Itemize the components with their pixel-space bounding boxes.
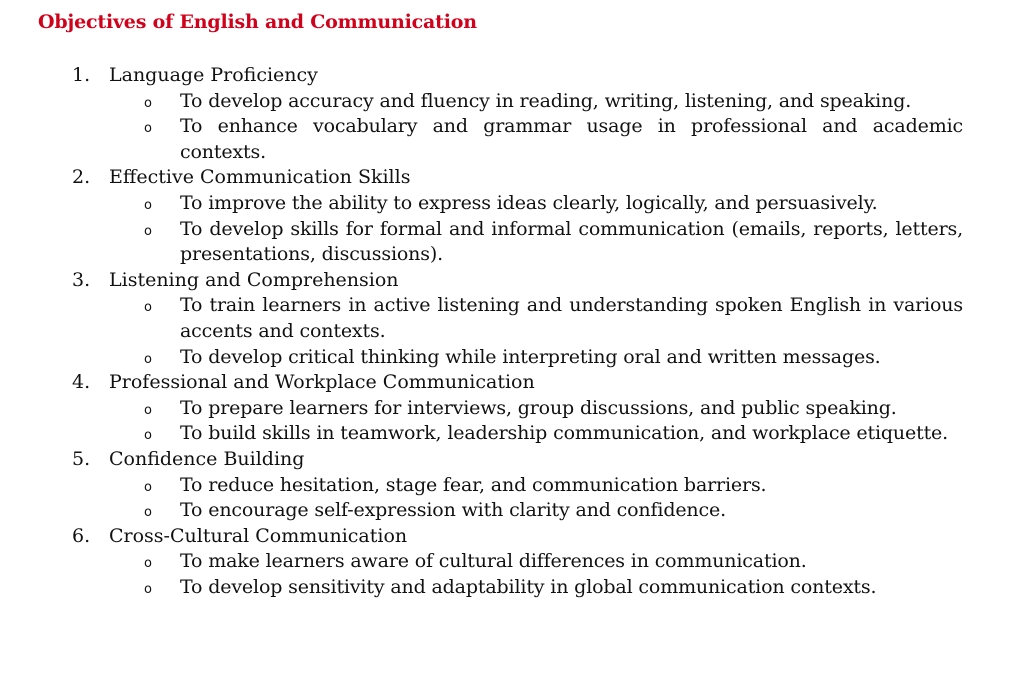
circle-bullet-icon: o xyxy=(144,479,152,495)
objective-point-text: To build skills in teamwork, leadership communication, and workplace etiquette. xyxy=(180,422,949,445)
objective-points xyxy=(0,293,1024,370)
document-title: Objectives of English and Communication xyxy=(38,11,477,33)
objective-number: 1. xyxy=(72,64,91,86)
objective-point xyxy=(0,396,1024,422)
objective-points xyxy=(0,89,1024,166)
objective-item xyxy=(0,447,1024,524)
objective-label: Effective Communication Skills xyxy=(109,166,411,189)
objective-point-text: To enhance vocabulary and grammar usage in professional and academic contexts. xyxy=(180,115,963,163)
objective-label: Listening and Comprehension xyxy=(109,268,399,291)
objective-number: 5. xyxy=(72,447,91,470)
objective-item xyxy=(0,524,1024,601)
objective-point xyxy=(0,473,1024,499)
objective-number: 2. xyxy=(72,166,91,189)
objective-point-text: To develop accuracy and fluency in reading, writing, listening, and speaking. xyxy=(180,89,912,112)
objective-label: Cross-Cultural Communication xyxy=(109,524,408,547)
objective-number: 4. xyxy=(72,371,91,394)
objective-heading xyxy=(0,165,1024,191)
objective-label: Confidence Building xyxy=(109,447,305,470)
objective-point-text: To reduce hesitation, stage fear, and communication barriers. xyxy=(180,473,767,496)
circle-bullet-icon: o xyxy=(144,581,152,597)
circle-bullet-icon: o xyxy=(144,556,152,572)
objective-point-text: To make learners aware of cultural differences in communication. xyxy=(180,550,807,573)
objective-item xyxy=(0,268,1024,370)
objective-point-text: To develop skills for formal and informal communication (emails, reports, letters, presentations, discussions). xyxy=(180,217,963,266)
objective-point xyxy=(0,114,1024,165)
objective-item xyxy=(0,370,1024,447)
objective-points xyxy=(0,396,1024,447)
objective-number: 3. xyxy=(72,268,91,291)
circle-bullet-icon: o xyxy=(144,121,152,137)
objective-point xyxy=(0,89,1024,115)
circle-bullet-icon: o xyxy=(144,428,152,444)
objective-point xyxy=(0,421,1024,447)
objective-points xyxy=(0,191,1024,268)
objective-point-text: To encourage self-expression with clarity and confidence. xyxy=(180,499,726,522)
objective-heading xyxy=(0,370,1024,396)
objective-point xyxy=(0,498,1024,524)
objective-point-text: To improve the ability to express ideas clearly, logically, and persuasively. xyxy=(180,191,878,214)
objective-point xyxy=(0,293,1024,344)
objective-heading xyxy=(0,447,1024,473)
objective-label: Language Proficiency xyxy=(109,64,318,86)
circle-bullet-icon: o xyxy=(144,223,152,239)
objectives-list xyxy=(0,63,1024,600)
objective-item xyxy=(0,63,1024,165)
circle-bullet-icon: o xyxy=(144,351,152,367)
objective-point xyxy=(0,575,1024,601)
objective-point xyxy=(0,217,1024,268)
objective-points xyxy=(0,549,1024,600)
objective-point-text: To train learners in active listening and understanding spoken English in various accents and contexts. xyxy=(180,294,963,342)
objective-item xyxy=(0,165,1024,267)
circle-bullet-icon: o xyxy=(144,402,152,418)
objective-point-text: To develop sensitivity and adaptability in global communication contexts. xyxy=(180,575,877,598)
objective-heading xyxy=(0,524,1024,550)
objective-point xyxy=(0,191,1024,217)
circle-bullet-icon: o xyxy=(144,95,152,111)
objective-point xyxy=(0,345,1024,371)
objective-heading xyxy=(0,268,1024,294)
objective-points xyxy=(0,473,1024,524)
objective-point-text: To develop critical thinking while interpreting oral and written messages. xyxy=(180,345,881,368)
objective-heading xyxy=(0,63,1024,89)
circle-bullet-icon: o xyxy=(144,300,152,316)
objective-number: 6. xyxy=(72,524,91,547)
objective-point-text: To prepare learners for interviews, group discussions, and public speaking. xyxy=(180,396,897,419)
circle-bullet-icon: o xyxy=(144,197,152,213)
objective-label: Professional and Workplace Communication xyxy=(109,371,535,394)
objective-point xyxy=(0,549,1024,575)
circle-bullet-icon: o xyxy=(144,505,152,521)
